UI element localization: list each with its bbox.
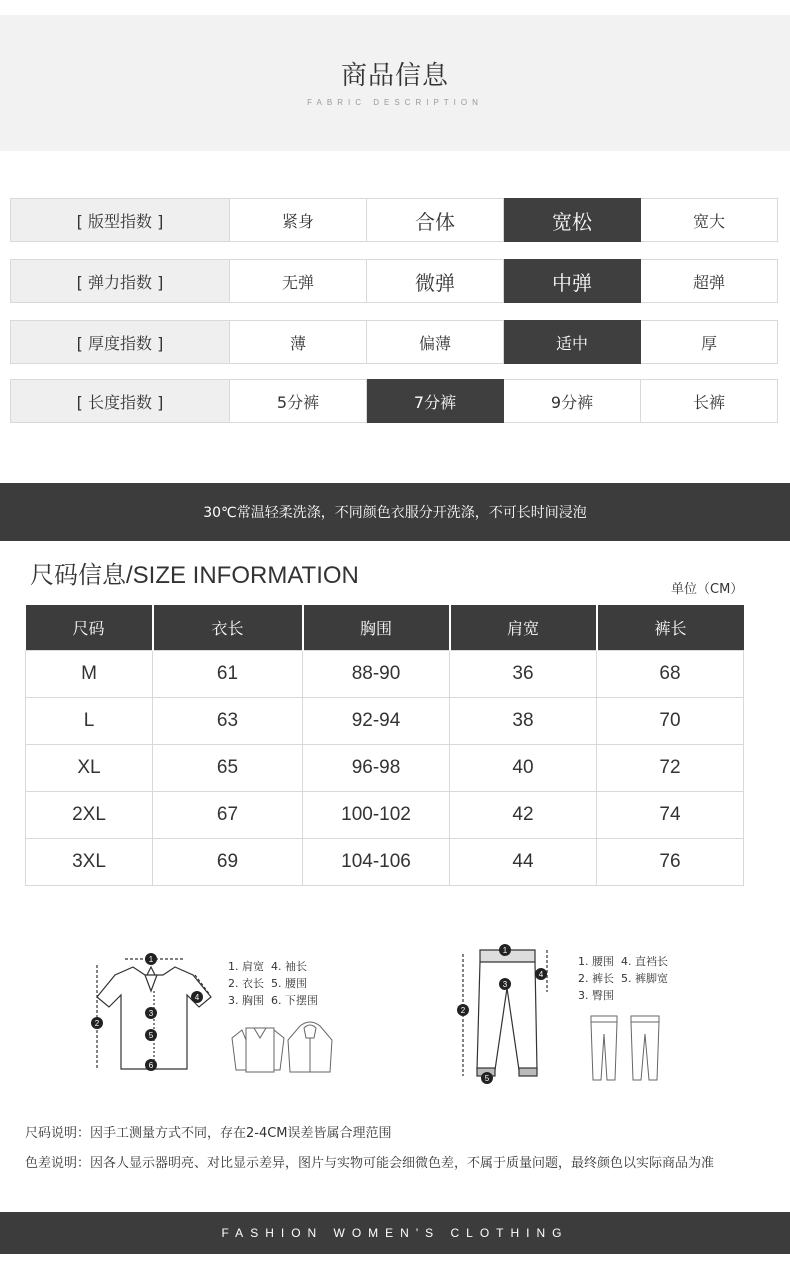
- table-cell: 2XL: [26, 792, 153, 839]
- marker-6: 6: [148, 1061, 154, 1070]
- index-row: [10, 198, 778, 242]
- legend-item: 4. 袖长: [271, 960, 307, 973]
- table-cell: 67: [153, 792, 303, 839]
- color-note: 色差说明：因各人显示器明亮、对比显示差异，图片与实物可能会细微色差，不属于质量问题，最终颜色以实际商品为准: [25, 1156, 715, 1171]
- table-row: [26, 792, 744, 839]
- legend-item: 2. 衣长: [228, 977, 264, 990]
- table-cell: 70: [597, 698, 744, 745]
- marker-3: 3: [148, 1009, 154, 1018]
- pants-marker-1: 1: [502, 946, 508, 955]
- table-row: [26, 745, 744, 792]
- index-option: 微弹: [367, 259, 504, 303]
- pants-marker-3: 3: [502, 980, 508, 989]
- table-cell: L: [26, 698, 153, 745]
- table-row: [26, 839, 744, 886]
- table-cell: 3XL: [26, 839, 153, 886]
- index-label: [ 版型指数 ]: [10, 198, 230, 242]
- table-cell: 69: [153, 839, 303, 886]
- legend-item: 3. 臀围: [578, 989, 614, 1002]
- table-row: [26, 651, 744, 698]
- table-cell: 72: [597, 745, 744, 792]
- table-cell: 65: [153, 745, 303, 792]
- pants-marker-4: 4: [538, 970, 544, 979]
- section-subtitle: FABRIC DESCRIPTION: [307, 98, 483, 107]
- tops-sketch-icon: [228, 1018, 338, 1078]
- table-row: [26, 698, 744, 745]
- index-label: [ 弹力指数 ]: [10, 259, 230, 303]
- legend-item: 5. 裤脚宽: [621, 972, 668, 985]
- index-option: 宽大: [641, 198, 778, 242]
- table-cell: 88-90: [303, 651, 450, 698]
- table-cell: 100-102: [303, 792, 450, 839]
- size-note: 尺码说明：因手工测量方式不同，存在2-4CM误差皆属合理范围: [25, 1126, 392, 1141]
- marker-5: 5: [148, 1031, 154, 1040]
- index-row: [10, 259, 778, 303]
- size-table: [25, 605, 744, 886]
- index-option: 宽松: [504, 198, 641, 242]
- size-table-header-row: [26, 605, 744, 651]
- index-option: 厚: [641, 320, 778, 364]
- index-row: [10, 379, 778, 423]
- index-option: 长裤: [641, 379, 778, 423]
- table-cell: 61: [153, 651, 303, 698]
- index-option: 7分裤: [367, 379, 504, 423]
- table-cell: 40: [450, 745, 597, 792]
- table-cell: 36: [450, 651, 597, 698]
- index-label: [ 厚度指数 ]: [10, 320, 230, 364]
- index-option: 紧身: [230, 198, 367, 242]
- table-cell: 44: [450, 839, 597, 886]
- col-size: 尺码: [26, 605, 153, 651]
- table-cell: 68: [597, 651, 744, 698]
- wash-instructions-banner: 30℃常温轻柔洗涤，不同颜色衣服分开洗涤，不可长时间浸泡: [0, 483, 790, 541]
- marker-1: 1: [148, 955, 154, 964]
- index-row: [10, 320, 778, 364]
- col-bust: 胸围: [303, 605, 450, 651]
- col-shoulder: 肩宽: [450, 605, 597, 651]
- index-option: 无弹: [230, 259, 367, 303]
- pants-marker-5: 5: [484, 1074, 490, 1083]
- index-option: 偏薄: [367, 320, 504, 364]
- legend-item: 3. 胸围: [228, 994, 264, 1007]
- table-cell: 42: [450, 792, 597, 839]
- pants-marker-2: 2: [460, 1006, 466, 1015]
- top-measure-diagram: [85, 945, 220, 1080]
- index-option: 9分裤: [504, 379, 641, 423]
- legend-item: 5. 腰围: [271, 977, 307, 990]
- table-cell: 76: [597, 839, 744, 886]
- top-legend: [228, 958, 318, 1009]
- section-title: 商品信息: [340, 61, 449, 91]
- col-pants-length: 裤长: [597, 605, 744, 651]
- table-cell: 92-94: [303, 698, 450, 745]
- table-cell: 38: [450, 698, 597, 745]
- index-label: [ 长度指数 ]: [10, 379, 230, 423]
- legend-item: 1. 肩宽: [228, 960, 264, 973]
- legend-item: 4. 直裆长: [621, 955, 668, 968]
- marker-2: 2: [94, 1019, 100, 1028]
- index-option: 薄: [230, 320, 367, 364]
- legend-item: 2. 裤长: [578, 972, 614, 985]
- col-length: 衣长: [153, 605, 303, 651]
- pants-sketch-icon: [585, 1012, 665, 1084]
- index-option: 超弹: [641, 259, 778, 303]
- table-cell: 63: [153, 698, 303, 745]
- table-cell: M: [26, 651, 153, 698]
- size-info-title: 尺码信息/SIZE INFORMATION: [30, 562, 359, 589]
- table-cell: XL: [26, 745, 153, 792]
- footer-banner: FASHION WOMEN'S CLOTHING: [0, 1212, 790, 1254]
- marker-4: 4: [194, 993, 200, 1002]
- index-option: 适中: [504, 320, 641, 364]
- pants-legend: [578, 953, 668, 1004]
- pants-measure-diagram: [455, 940, 565, 1088]
- table-cell: 104-106: [303, 839, 450, 886]
- index-option: 中弹: [504, 259, 641, 303]
- table-cell: 74: [597, 792, 744, 839]
- legend-item: 1. 腰围: [578, 955, 614, 968]
- unit-label: 单位（CM）: [671, 582, 744, 597]
- legend-item: 6. 下摆围: [271, 994, 318, 1007]
- index-option: 合体: [367, 198, 504, 242]
- index-option: 5分裤: [230, 379, 367, 423]
- table-cell: 96-98: [303, 745, 450, 792]
